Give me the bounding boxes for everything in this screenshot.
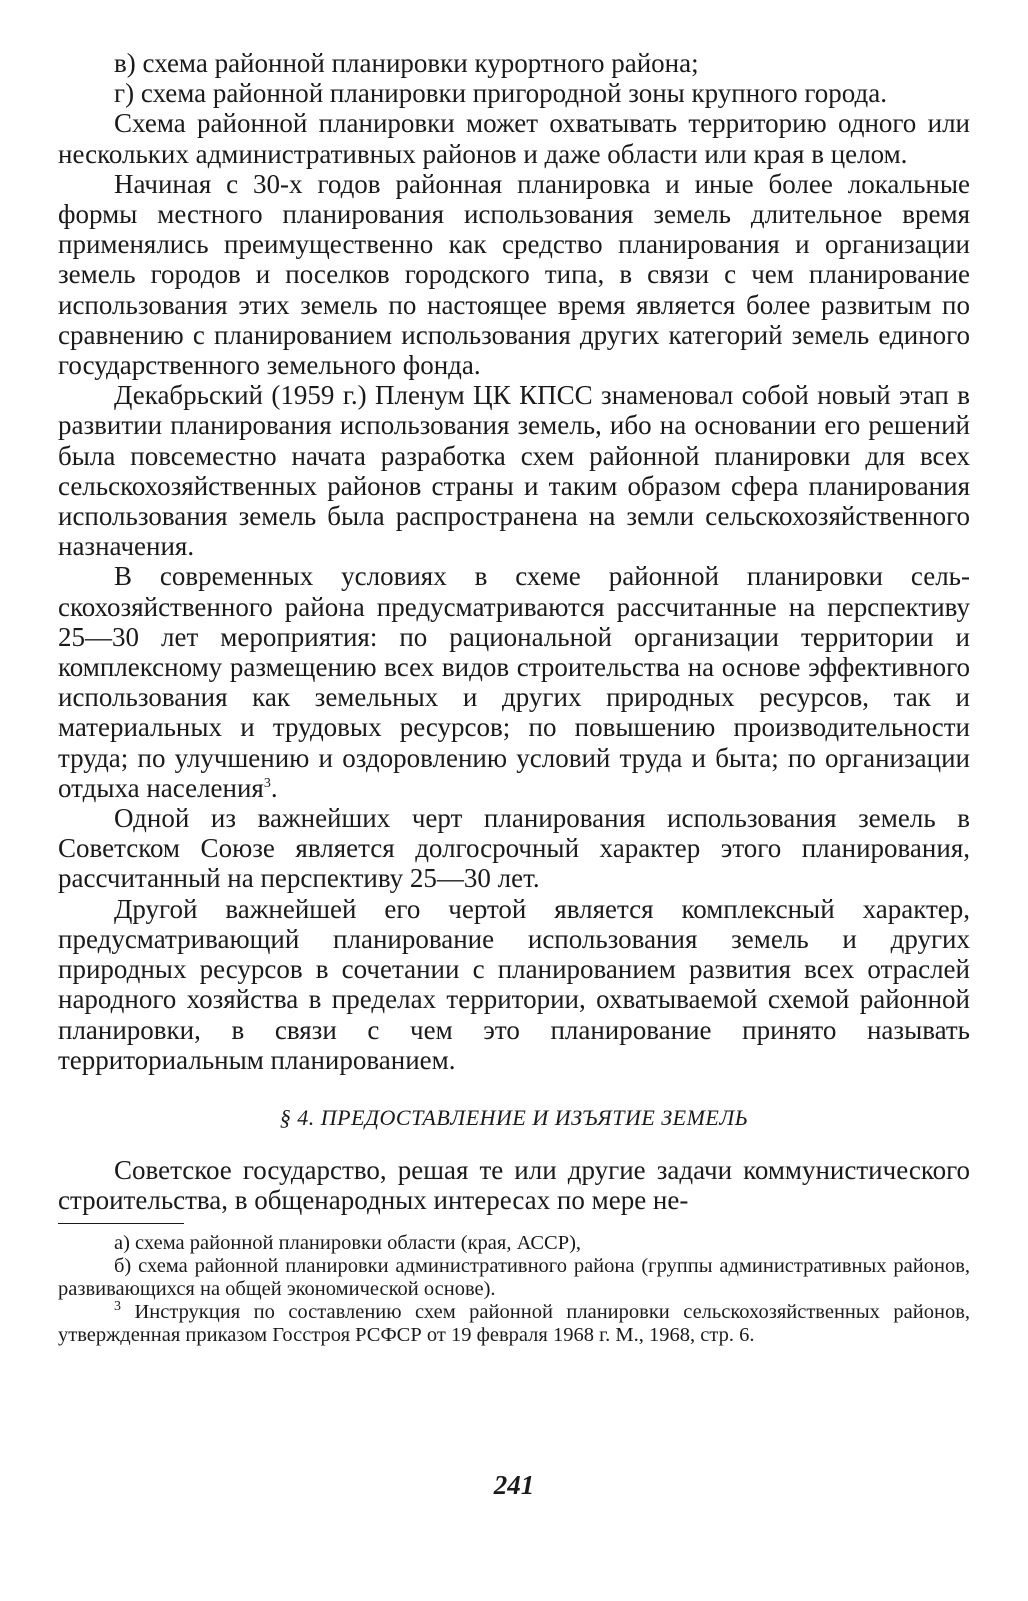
paragraph-section-intro: Советское государство, решая те или другие задачи коммунистического строительства, в общенародных интересах по мере не-: [58, 1154, 970, 1216]
footnote-3-marker: 3: [114, 1299, 121, 1315]
section-heading: § 4. ПРЕДОСТАВЛЕНИЕ И ИЗЪЯТИЕ ЗЕМЕЛЬ: [279, 1104, 749, 1130]
footnote-ref-3: 3: [263, 775, 271, 791]
paragraph-modern-conditions: В современных условиях в схеме районной планировки сельскохозяйственного района предусматриваются рассчитанные на перспективу 25—30 лет мероприятия: по рациональной организации территории и комплексному размещению всех видов строительства на основе эффективного использования как земельных и других природных ресурсов, так и материальных и трудовых ресурсов; по повышению производительности труда; по улучшению и оздоровлению условий труда и быта; по организации отдыха населения$^3$.: [58, 561, 970, 803]
footnote-divider: [58, 1223, 184, 1224]
paragraph-history-30s: Начиная с 30-х годов районная планировка и иные более локальные формы местного планирования использования земель длительное время применялись преимущественно как средство планирования и организации земель городов и поселков городского типа, в связи с чем планирование использования этих земель по настоящее время является более развитым по сравнению с планированием использования других категорий земель единого государственного земельного фонда.: [58, 168, 970, 381]
paragraph-list-item-v: в) схема районной планировки курортного района;: [114, 48, 699, 78]
footnote-a: а) схема районной планировки области (края, АССР),: [114, 1232, 582, 1255]
page-number: 241: [493, 1470, 535, 1500]
paragraph-long-term: Одной из важнейших черт планирования использования земель в Советском Союзе является долгосрочный характер этого планирования, рассчитанный на перспективу 25—30 лет.: [58, 803, 970, 894]
footnote-3-text: Инструкция по составлению схем районной планировки сельскохозяйственных районов, утвержденная приказом Госстроя РСФСР от 19 февраля 1968 г. М., 1968, стр. 6.: [58, 1301, 970, 1347]
paragraph-modern-conditions-text: В современных условиях в схеме районной планировки сельскохозяйственного района предусматриваются рассчитанные на перспективу 25—30 лет мероприятия: по рациональной организации территории и комплексному размещению всех видов строительства на основе эффективного использования как земельных и других природных ресурсов, так и материальных и трудовых ресурсов; по повышению производительности труда; по улучшению и оздоровлению условий труда и быта; по организации отдыха населения: [58, 561, 970, 803]
footnote-3: [58, 1301, 970, 1347]
page-body: [58, 48, 970, 1347]
paragraph-list-item-g: г) схема районной планировки пригородной зоны крупного города.: [114, 78, 887, 109]
paragraph-complex-character: Другой важнейшей его чертой является комплексный характер, предусматривающий планирование использования земель и других природных ресурсов в сочетании с планированием развития всех отраслей народного хозяйства в пределах территории, охватываемой схемой районной планировки, в связи с чем это планирование принято называть территориальным планированием.: [58, 893, 970, 1075]
paragraph-december-plenum: Декабрьский (1959 г.) Пленум ЦК КПСС знаменовал собой новый этап в развитии планирования использования земель, ибо на основании его решений была повсеместно начата разработка схем районной планировки для всех сельскохозяйственных районов страны и таким образом сфера планирования использования земель была распространена на земли сельскохозяйственного назначения.: [58, 380, 970, 562]
paragraph-territory-scope: Схема районной планировки может охватывать территорию одного или нескольких административных районов и даже области или края в целом.: [58, 108, 970, 169]
footnote-b: б) схема районной планировки административного района (группы административных районов, развивающихся на общей экономической основе).: [58, 1255, 970, 1301]
